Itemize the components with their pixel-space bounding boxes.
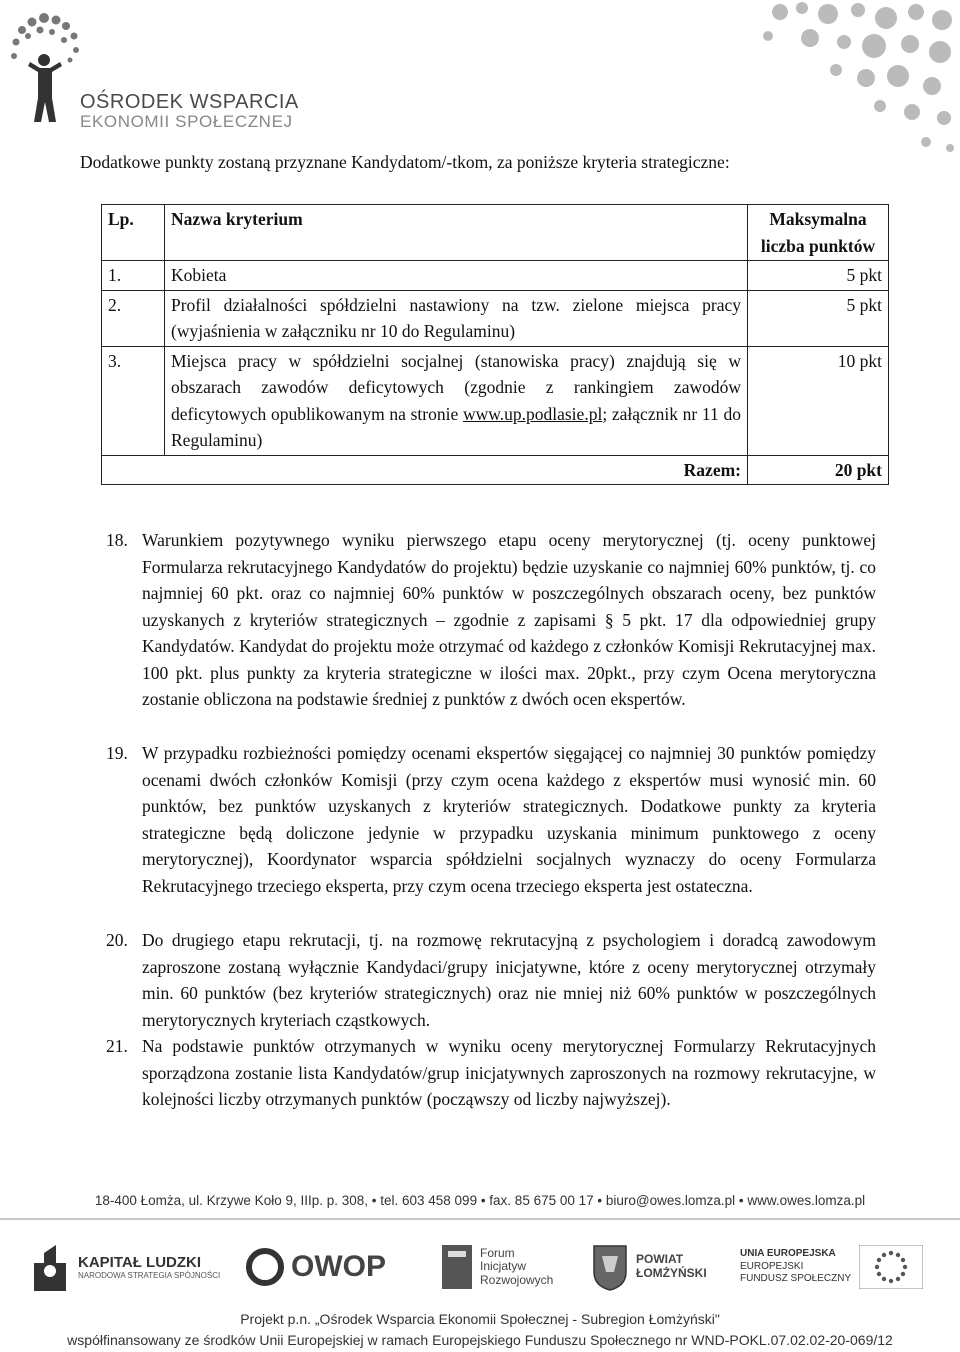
row-name [165,346,748,455]
powiat-logo [590,1238,740,1296]
row-name: Profil działalności spółdzielni nastawiony na tzw. zielone miejsca pracy (wyjaśnienia w załączniku nr 10 do Regulaminu) [165,290,748,346]
eu-line1: UNIA EUROPEJSKA [740,1248,836,1260]
paragraph-number: 20. [106,930,128,950]
forum-icon [440,1243,474,1291]
kapital-ludzki-icon [30,1241,70,1293]
table-total-row [102,455,889,485]
footer-contact: 18-400 Łomża, ul. Krzywe Koło 9, IIIp. p. 308, • tel. 603 458 099 • fax. 85 675 00 17 • biuro@owes.lomza.pl • www.owes.lomza.pl [94,1193,866,1208]
decorative-dots-icon [740,0,960,160]
eu-logo [740,1238,940,1296]
coat-of-arms-icon [590,1242,630,1292]
row-name: Kobieta [165,261,748,291]
header-max-points: Maksymalna liczba punktów [748,205,889,261]
project-name: Projekt p.n. „Ośrodek Wsparcia Ekonomii Społecznej - Subregion Łomżyński" [240,1311,720,1327]
owes-figure-logo-icon [8,10,88,130]
total-value: 20 pkt [748,455,889,485]
footer-logos [30,1238,940,1298]
powiat-line1: POWIAT [636,1252,684,1267]
paragraph-text: Warunkiem pozytywnego wyniku pierwszego etapu oceny merytorycznej (tj. oceny punktowej Formularza rekrutacyjnego Kandydatów do projektu) będzie uzyskanie co najmniej 60% punktów, tj. co najmniej 60 pkt. oraz co najmniej 60% punktów w poszczególnych obszarach oceny, bez punktów uzyskanych z kryteriów strategicznych – zgodnie z zapisami § 5 pkt. 17 dla odpowiedniej grupy Kandydatów. Kandydat do projektu może otrzymać od każdego z członków Komisji Rekrutacyjnej max. 100 pkt. plus punkty za kryteria strategiczne w ilości max. 20pkt., przy czym Ocena merytoryczna zostanie obliczona na podstawie średniej z punktów z dwóch ocen ekspertów. [142,530,876,709]
table-row [102,261,889,291]
owop-text: OWOP [291,1250,386,1283]
paragraph-19 [106,740,876,899]
forum-line2: Inicjatyw [480,1259,527,1274]
row-lp: 2. [102,290,165,346]
org-name-line1: OŚRODEK WSPARCIA [80,91,299,113]
forum-line1: Forum [480,1246,515,1261]
paragraph-number: 18. [106,530,128,550]
powiat-line2: ŁOMŻYŃSKI [636,1266,707,1280]
eu-flag-icon [859,1245,923,1289]
paragraph-text: W przypadku rozbieżności pomiędzy ocenami ekspertów sięgającej co najmniej 30 punktów pomiędzy ocenami dwóch członków Komisji (przy czym ocena każdego z ekspertów musi wynosić min. 60 punktów, bez punktów uzyskanych z kryteriów strategicznych. Dodatkowe punkty za kryteria strategiczne będą doliczone jedynie w przypadku uzyskania minimum punktowego z oceny merytorycznej), Koordynator wsparcia spółdzielni socjalnych wyznaczy do oceny Formularza Rekrutacyjnego trzeciego eksperta, przy czym ocena trzeciego eksperta jest ostateczna. [142,743,876,896]
header-lp: Lp. [102,205,165,261]
org-name-line2: EKONOMII SPOŁECZNEJ [80,112,293,131]
forum-logo [440,1238,585,1296]
row-points: 10 pkt [748,346,889,455]
owes-logo-text [80,92,299,131]
row-name-part2: ; załącznik nr 11 do Regulaminu) [171,403,741,450]
paragraph-number: 21. [106,1036,128,1056]
intro-text: Dodatkowe punkty zostaną przyznane Kandydatom/-tkom, za poniższe kryteria strategiczne: [80,152,730,172]
owop-icon [245,1247,285,1287]
row-lp: 1. [102,261,165,291]
row-points: 5 pkt [748,290,889,346]
owop-logo [245,1238,415,1296]
paragraph-text: Na podstawie punktów otrzymanych w wyniku oceny merytorycznej Formularzy Rekrutacyjnych sporządzona zostanie lista Kandydatów/grup inicjatywnych zaproszonych na rozmowy rekrutacyjne, w kolejności liczby otrzymanych punktów (począwszy od liczby najwyższej). [142,1036,876,1109]
table-header-row [102,205,889,261]
paragraph-20 [106,927,876,1033]
funding-info: współfinansowany ze środków Unii Europejskiej w ramach Europejskiego Funduszu Społecznego nr WND-POKL.07.02.02-20-069/12 [67,1332,893,1348]
row-name-part1: Miejsca pracy w spółdzielni socjalnej (stanowiska pracy) znajdują się w obszarach zawodów deficytowych (zgodnie z rankingiem zawodów deficytowych opublikowanym na stronie [171,350,741,424]
kapital-ludzki-logo [30,1238,230,1296]
eu-line3: FUNDUSZ SPOŁECZNY [740,1273,852,1285]
criteria-table [101,204,889,485]
table-row [102,290,889,346]
kl-title: KAPITAŁ LUDZKI [78,1254,202,1271]
header-name: Nazwa kryterium [165,205,748,261]
paragraph-text: Do drugiego etapu rekrutacji, tj. na rozmowę rekrutacyjną z psychologiem i doradcą zawodowym zaproszone zostaną wyłącznie Kandydaci/grupy inicjatywne, które z oceny merytorycznej otrzymały min. 60 punktów (bez kryteriów strategicznych) oraz nie mniej niż 60% punktów w poszczególnych merytorycznych kryteriach cząstkowych. [142,930,876,1030]
total-label: Razem: [102,455,748,485]
forum-line3: Rozwojowych [480,1272,554,1287]
paragraph-18 [106,527,876,713]
paragraph-21 [106,1033,876,1113]
table-row [102,346,889,455]
eu-line2: EUROPEJSKI [740,1260,804,1272]
paragraph-number: 19. [106,743,128,763]
row-lp: 3. [102,346,165,455]
up-podlasie-link[interactable]: www.up.podlasie.pl [462,403,603,424]
row-points: 5 pkt [748,261,889,291]
kl-subtitle: NARODOWA STRATEGIA SPÓJNOŚCI [78,1271,221,1280]
footer-divider [0,1218,960,1220]
